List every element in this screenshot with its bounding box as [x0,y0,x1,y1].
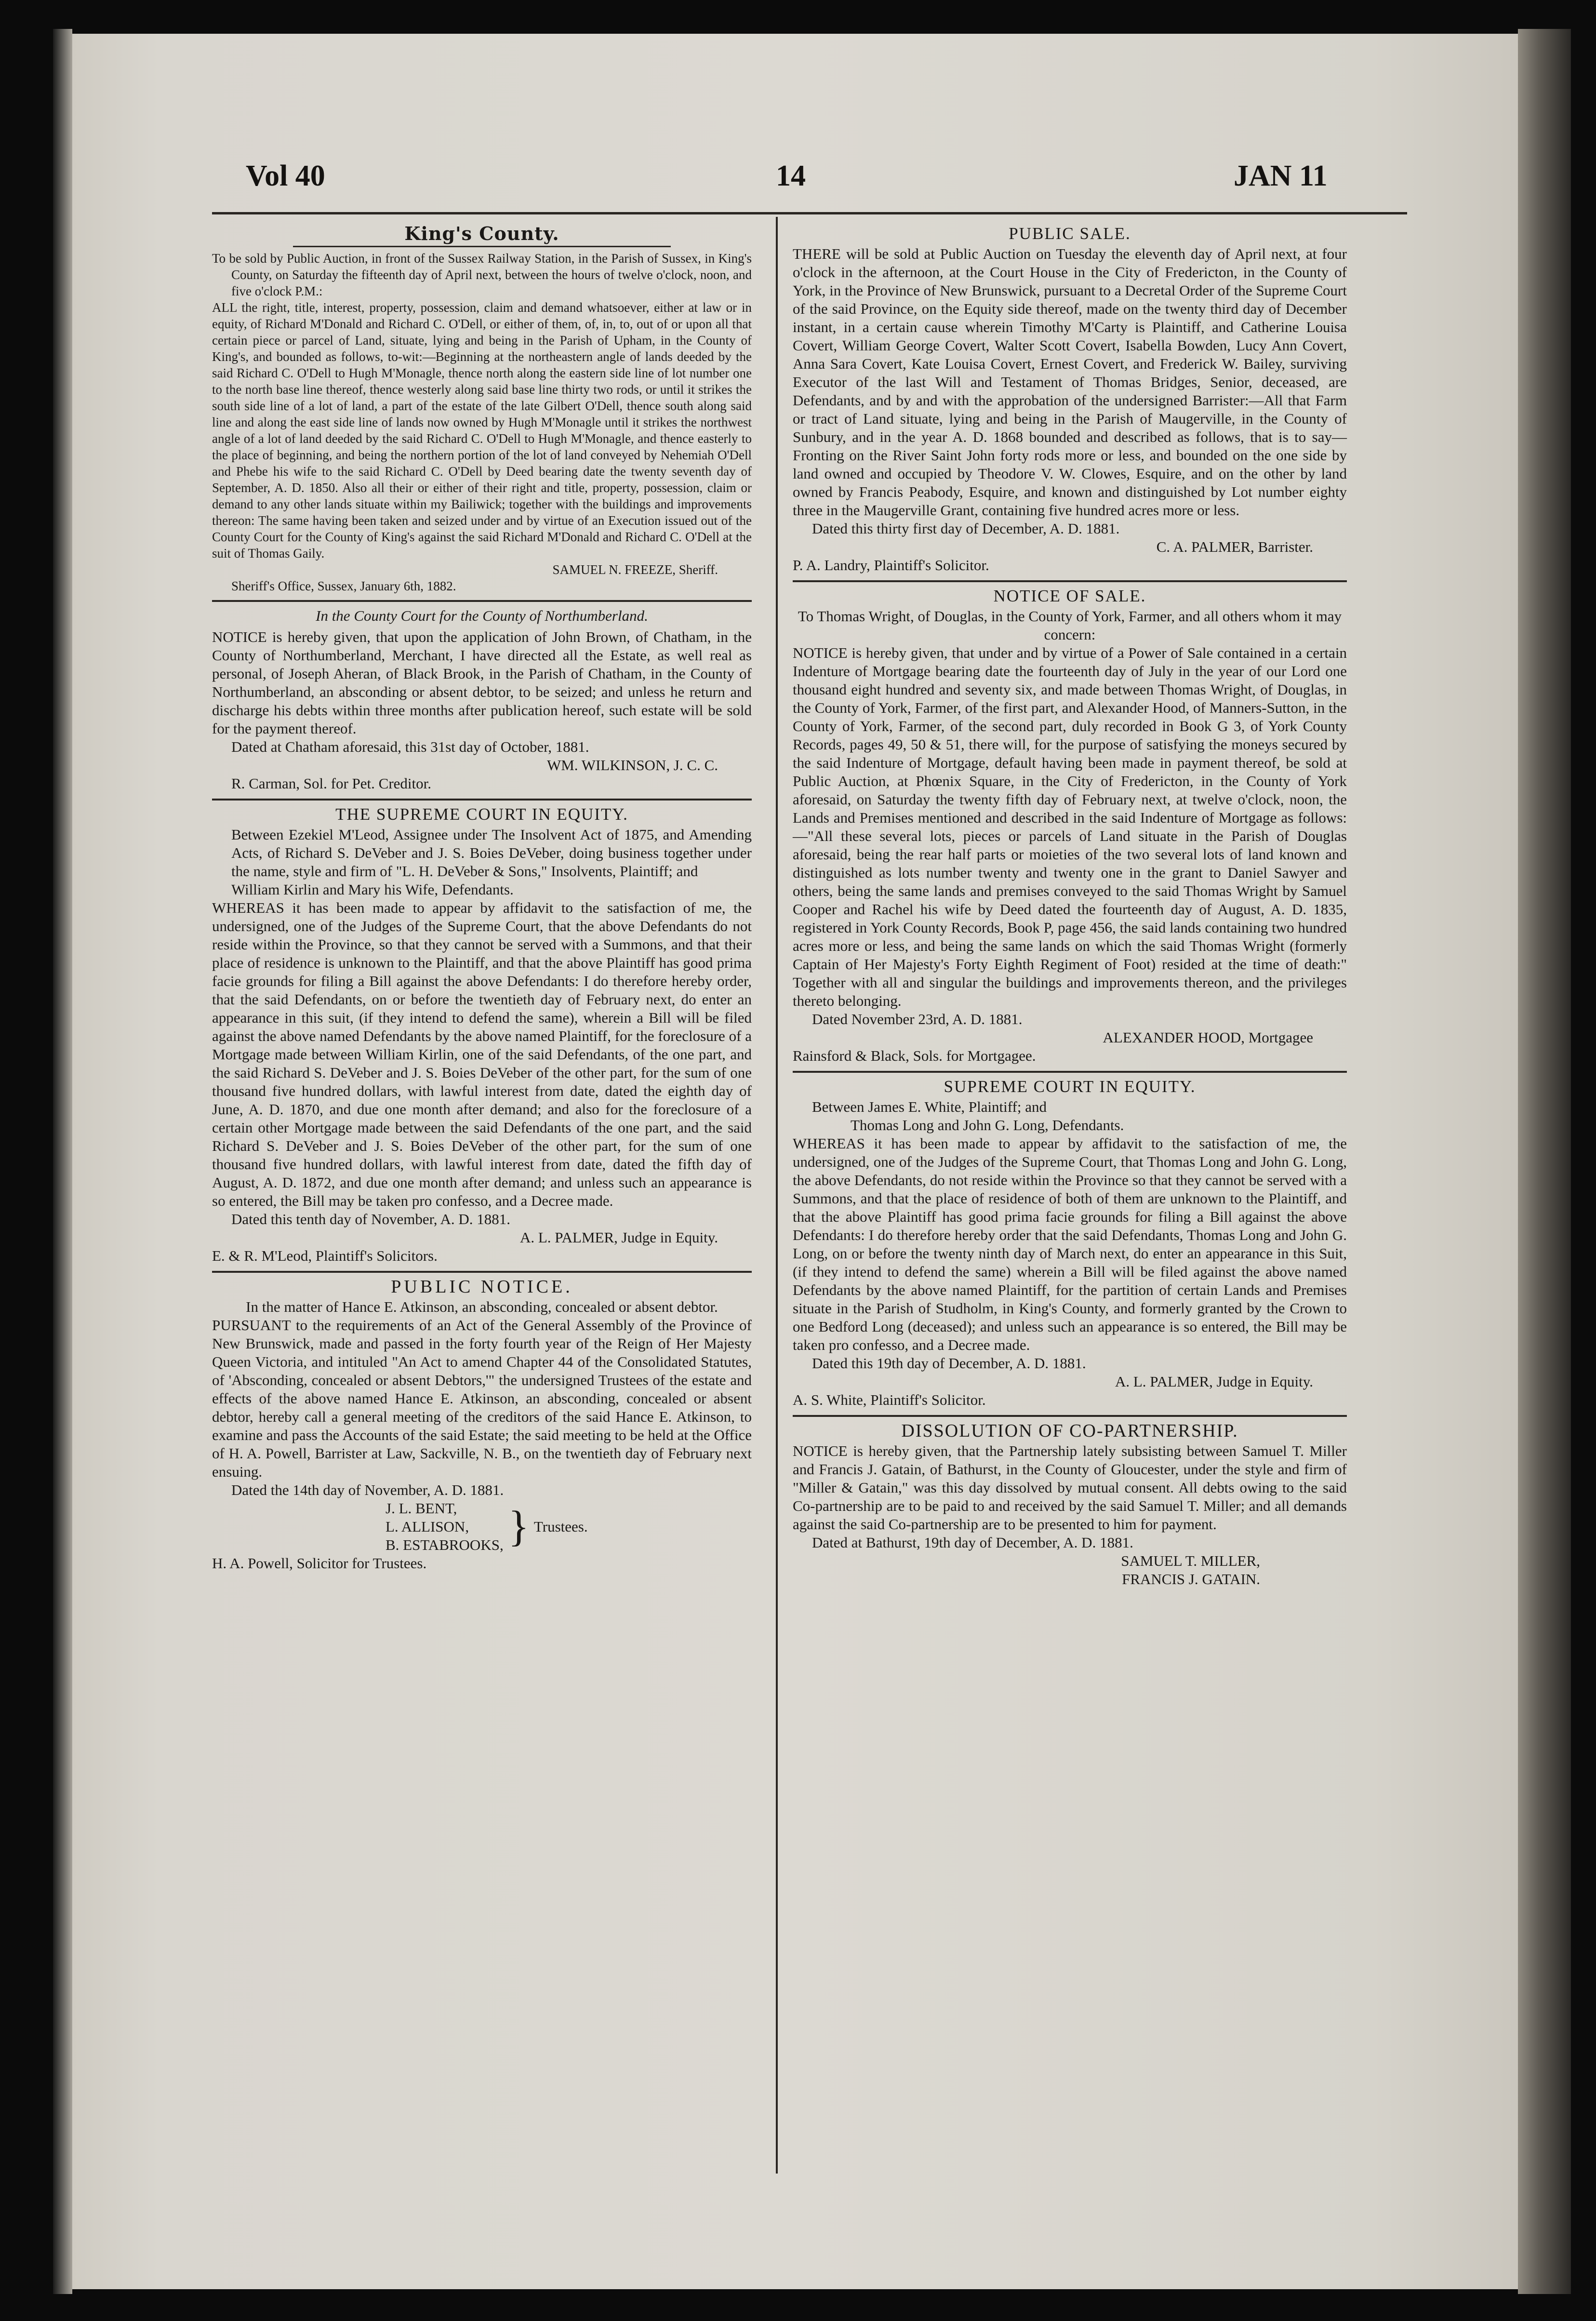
notice-of-sale [793,587,1347,1065]
section-rule [793,580,1347,582]
solicitor-line: P. A. Landry, Plaintiff's Solicitor. [793,557,989,574]
trustee-names [386,1499,504,1554]
volume-label: Vol 40 [246,160,325,192]
title-rule [293,246,671,247]
dissolution-notice [793,1422,1347,1588]
notice-body: NOTICE is hereby given, that upon the application of John Brown, of Chatham, in the County of Northumberland, Merchant, I have directed all the Estate, as well real as personal, of Joseph Aheran, of Black Brook, in the Parish of Chatham, in the County of Northumberland, an absconding or absent debtor, to be seized; and unless he return and discharge his debts within three months after publication hereof, such estate will be sold for the payment thereof. [212,628,752,737]
public-notice [212,1278,752,1573]
section-title: THE SUPREME COURT IN EQUITY. [335,805,628,824]
section-title: King's County. [404,223,559,244]
notice-body: WHEREAS it has been made to appear by affidavit to the satisfaction of me, the undersigned, one of the Judges of the Supreme Court, that Thomas Long and John G. Long, the above Defendants, do not reside within the Province so that they cannot be served with a Summons, and that the place of residence of both of them are unknown to the Plaintiff, and that the above Plaintiff has good prima facie grounds for filing a Bill against the above Defendants: I do therefore hereby order that the said Defendants, Thomas Long and John G. Long, on or before the twenty ninth day of March next, do enter an appearance in this Suit, (if they intend to defend the same) wherein a Bill will be filed against the above named Defendants by the above named Plaintiff, for the partition of certain Lands and Premises situate in the Parish of Studholm, in King's County, and formerly granted by the Crown to one Bedford Long (deceased); and unless such an appearance is so entered, the Bill may be taken pro confesso, and a Decree made. [793,1135,1347,1353]
notice-body: PURSUANT to the requirements of an Act of the General Assembly of the Province of New Brunswick, made and passed in the forty fourth year of the Reign of Her Majesty Queen Victoria, and intituled "An Act to amend Chapter 44 of the Consolidated Statutes, of 'Absconding, concealed or absent Debtors,'" the undersigned Trustees of the estate and effects of the above named Hance E. Atkinson, an absconding, concealed or absent debtor, hereby call a general meeting of the creditors of the said Hance E. Atkinson, to examine and pass the Accounts of the said Estate; the said meeting to be held at the Office of H. A. Powell, Barrister at Law, Sackville, N. B., on the twentieth day of February next ensuing. [212,1317,752,1480]
page-left-edge [53,29,72,2294]
notice-body: NOTICE is hereby given, that under and by virtue of a Power of Sale contained in a certain Indenture of Mortgage bearing date the fourteenth day of July in the year of our Lord one thousand eight hundred and seventy six, and made between Thomas Wright, of Douglas, in the County of York, Farmer, of the first part, and Alexander Hood, of Manners-Sutton, in the County of York, Farmer, of the second part, duly recorded in Book G 3, of York County Records, pages 49, 50 & 51, there will, for the purpose of satisfying the moneys secured by the said Indenture of Mortgage, default having been made in payment thereof, be sold at Public Auction, at Phœnix Square, in the City of Fredericton, in the County of York aforesaid, on Saturday the twenty fifth day of February next, at twelve o'clock, noon, the Lands and Premises mentioned and described in the said Indenture of Mortgage as follows:—"All these several lots, pieces or parcels of Land situate in the Parish of Douglas aforesaid, being the rear half parts or moieties of the two several lots of land known and distinguished as lots number twenty and twenty one in the grant to Daniel Sawyer and others, being the same lands and premises conveyed to the said Thomas Wright by Samuel Cooper and Rachel his wife by Deed dated the fourteenth day of August, A. D. 1835, registered in York County Records, Book P, page 456, the said lands containing two hundred acres more or less, and being the same lands on which the said Thomas Wright (formerly Captain of Her Majesty's Forty Eighth Regiment of Foot) resided at the time of death:" Together with all and singular the buildings and improvements thereon, and the privileges thereto belonging. [793,644,1347,1009]
dated-line: Dated this thirty first day of December, A. D. 1881. [812,520,1120,537]
solicitor-line: H. A. Powell, Solicitor for Trustees. [212,1555,427,1572]
public-sale-notice [793,225,1347,574]
dated-line: Dated the 14th day of November, A. D. 1881. [231,1481,504,1498]
left-column [212,223,752,1573]
dated-line: Dated this tenth day of November, A. D. 1881. [231,1211,511,1227]
signature: A. L. PALMER, Judge in Equity. [519,1229,718,1246]
addressee-line: To Thomas Wright, of Douglas, in the County of York, Farmer, and all others whom it may concern: [798,608,1342,643]
notice-body: THERE will be sold at Public Auction on Tuesday the eleventh day of April next, at four o'clock in the afternoon, at the Court House in the City of Fredericton, in the County of York, in the Province of New Brunswick, pursuant to a Decretal Order of the Supreme Court of the said Province, on the Equity side thereof, made on the twenty third day of December instant, in a certain cause wherein Timothy M'Carty is Plaintiff, and Catherine Louisa Covert, William George Covert, Walter Scott Covert, Isabella Bowden, Lucy Ann Covert, Anna Sara Covert, Kate Louisa Covert, Ernest Covert, and Frederick W. Bailey, surviving Executor of the last Will and Testament of Thomas Bridges, Senior, deceased, are Defendants, and by and with the approbation of the undersigned Barrister:—All that Farm or tract of Land situate, lying and being in the Parish of Maugerville, in the County of Sunbury, and in the year A. D. 1868 bounded and described as follows, that is to say—Fronting on the River Saint John forty rods more or less, and bounded on the one side by land owned and occupied by Theodore V. W. Clowes, Esquire, and on the other by land owned by Francis Peabody, Esquire, and known and distinguished by Lot number eighty three in the Maugerville Grant, containing five hundred acres more or less. [793,245,1347,519]
signature: SAMUEL N. FREEZE, Sheriff. [552,562,718,577]
notice-body: WHEREAS it has been made to appear by affidavit to the satisfaction of me, the undersigned, one of the Judges of the Supreme Court, that the above Defendants do not reside within the Province, so that they cannot be served with a Summons, and that their place of residence is unknown to the Plaintiff, and that the above Plaintiff has good prima facie grounds for filing a Bill against the above Defendants: I do therefore hereby order, that the said Defendants, on or before the twentieth day of February next, do enter an appearance in this suit, (if they intend to defend the same), wherein a Bill will be filed against the above named Defendants by the above named Plaintiff, for the foreclosure of a Mortgage made between William Kirlin, one of the said Defendants, of the one part, and the said Richard S. DeVeber and J. S. Boies DeVeber of the other part, for the sum of one thousand five hundred dollars, with lawful interest from date, dated the eighth day of June, A. D. 1870, and due one month after demand; and also for the foreclosure of a certain other Mortgage made between the said Defendants of the one part, and the said Richard S. DeVeber and J. S. Boies DeVeber of the other part, for the sum of one thousand five hundred dollars, with lawful interest from date, dated the fifth day of August, A. D. 1872, and due one month after demand; and unless such an appearance is so entered, the Bill may be taken pro confesso, and a Decree made. [212,899,752,1209]
signature: ALEXANDER HOOD, Mortgagee [1103,1029,1313,1046]
signature: A. L. PALMER, Judge in Equity. [1115,1373,1313,1390]
dated-line: Dated at Bathurst, 19th day of December, A. D. 1881. [812,1534,1133,1551]
book-spine [1518,29,1571,2294]
trustee-name: L. ALLISON, [386,1518,469,1535]
signature: SAMUEL T. MILLER, [1121,1552,1260,1569]
right-column [793,223,1347,1588]
section-rule [212,1271,752,1273]
section-title: NOTICE OF SALE. [993,587,1146,605]
defendants-line: William Kirlin and Mary his Wife, Defendants. [231,881,514,898]
matter-line: In the matter of Hance E. Atkinson, an absconding, concealed or absent debtor. [246,1298,718,1315]
northumberland-notice [212,607,752,793]
notice-body: NOTICE is hereby given, that the Partnership lately subsisting between Samuel T. Miller and Francis J. Gatain, of Bathurst, in the County of Gloucester, under the style and firm of "Miller & Gatain," was this day dissolved by mutual consent. All debts owing to the said Co-partnership are to be paid to and received by the said Samuel T. Miller; and all demands against the said Co-partnership are to be presented to him for payment. [793,1442,1347,1533]
kings-county-notice [212,225,752,594]
dated-line: Dated at Chatham aforesaid, this 31st day of October, 1881. [231,738,589,755]
supreme-court-equity-notice-2 [793,1078,1347,1409]
notice-intro: To be sold by Public Auction, in front of the Sussex Railway Station, in the Parish of Sussex, in King's County, on Saturday the fifteenth day of April next, between the hours of twelve o'clock, noon, and five o'clock P.M.: [212,251,752,298]
dated-line: Dated this 19th day of December, A. D. 1881. [812,1355,1086,1372]
trustee-name: J. L. BENT, [386,1500,457,1517]
dated-line: Sheriff's Office, Sussex, January 6th, 1882. [231,579,456,593]
section-title: DISSOLUTION OF CO-PARTNERSHIP. [901,1421,1238,1441]
section-rule [793,1415,1347,1417]
column-divider [776,217,778,2174]
brace-glyph: } [508,1503,529,1550]
trustees-block [212,1499,752,1554]
solicitor-line: A. S. White, Plaintiff's Solicitor. [793,1391,986,1408]
section-title: In the County Court for the County of Northumberland. [316,607,648,624]
section-rule [793,1071,1347,1073]
parties-line: Between Ezekiel M'Leod, Assignee under The Insolvent Act of 1875, and Amending Acts, of Richard S. DeVeber and J. S. Boies DeVeber, doing business together under the name, style and firm of "L. H. DeVeber & Sons," Insolvents, Plaintiff; and [231,826,752,880]
header-rule [212,212,1407,214]
section-rule [212,600,752,602]
signature: FRANCIS J. GATAIN. [1122,1571,1260,1587]
issue-date: JAN 11 [1234,160,1328,192]
parties-line: Between James E. White, Plaintiff; and [812,1098,1047,1115]
defendants-line: Thomas Long and John G. Long, Defendants. [851,1117,1124,1134]
notice-body: ALL the right, title, interest, property, possession, claim and demand whatsoever, either at law or in equity, of Richard M'Donald and Richard C. O'Dell, or either of them, of, in, to, out of or upon all that certain piece or parcel of Land, situate, lying and being in the Parish of Upham, in the County of King's, and bounded as follows, to-wit:—Beginning at the northeastern angle of lands deeded by the said Richard C. O'Dell to Hugh M'Monagle, thence north along the eastern side line of lot number one to the north base line thereof, thence westerly along said base line thirty two rods, or until it strikes the south side line of a lot of land, a part of the estate of the late Gilbert O'Dell, thence south along said line and along the east side line of lands now owned by Hugh M'Monagle until it strikes the northwest angle of a lot of land deeded by the said Richard C. O'Dell to Hugh M'Monagle, and thence easterly to the place of beginning, and being the northern portion of the lot of land conveyed by Nehemiah O'Dell and Phebe his wife to the said Richard C. O'Dell by Deed bearing date the twenty seventh day of September, A. D. 1850. Also all their or either of their right and title, property, possession, claim or demand to any other lands situate within my Bailiwick; together with the buildings and improvements thereon: The same having been taken and seized under and by virtue of an Execution issued out of the County Court for the County of King's against the said Richard M'Donald and Richard C. O'Dell at the suit of Thomas Gaily. [212,300,752,560]
signature: WM. WILKINSON, J. C. C. [546,757,718,774]
signature: C. A. PALMER, Barrister. [1156,538,1313,555]
dated-line: Dated November 23rd, A. D. 1881. [812,1011,1023,1027]
section-title: PUBLIC NOTICE. [391,1277,573,1297]
solicitor-line: E. & R. M'Leod, Plaintiff's Solicitors. [212,1247,438,1264]
supreme-court-equity-notice [212,805,752,1265]
page-number: 14 [776,160,806,192]
section-title: PUBLIC SALE. [1009,224,1131,243]
section-title: SUPREME COURT IN EQUITY. [944,1077,1196,1096]
section-rule [212,799,752,800]
solicitor-line: R. Carman, Sol. for Pet. Creditor. [231,775,432,792]
solicitor-line: Rainsford & Black, Sols. for Mortgagee. [793,1047,1036,1064]
trustees-label: Trustees. [533,1518,588,1535]
trustee-name: B. ESTABROOKS, [386,1536,504,1553]
